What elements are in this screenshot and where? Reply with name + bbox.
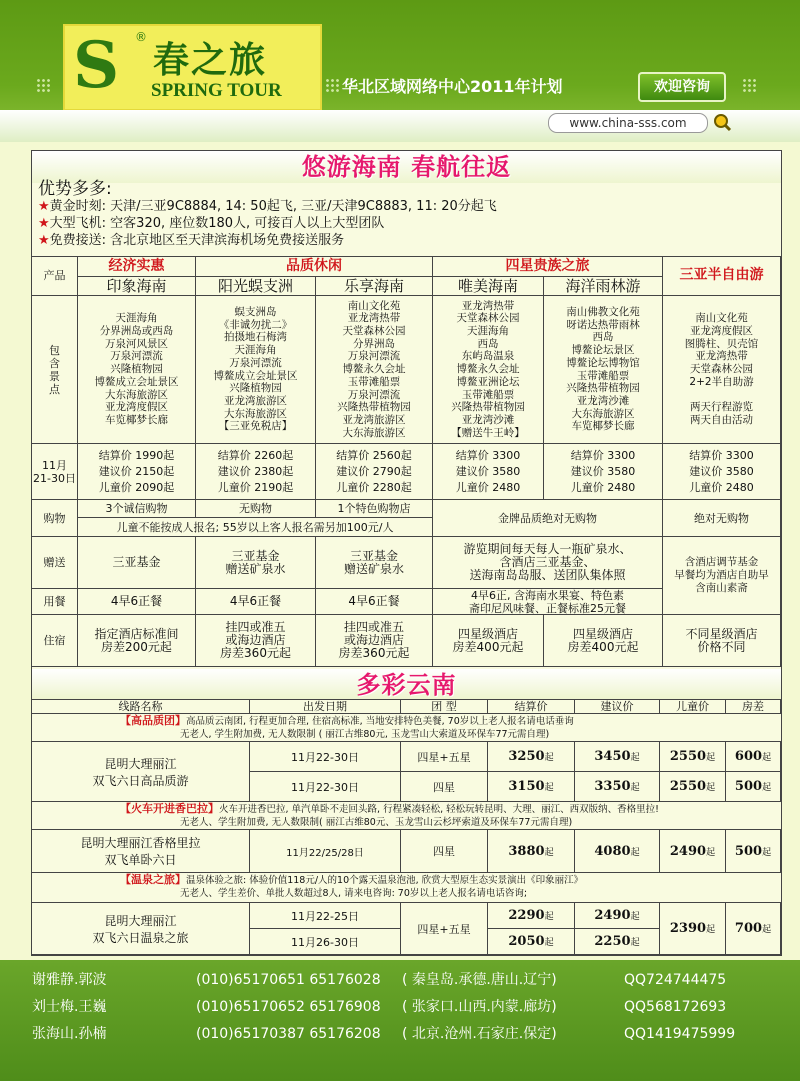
departure-date: 11月26-30日 <box>250 929 401 955</box>
departure-date: 11月22-30日 <box>250 772 401 802</box>
contact-row <box>32 1024 772 1044</box>
scenic-list: 南山文化苑 亚龙湾度假区 图腾柱、贝壳馆 亚龙湾热带 天堂森林公园 2+2半自助游 两天行程游览 两天自由活动 <box>663 296 781 444</box>
hotel-info: 挂四或准五 或海边酒店 房差360元起 <box>316 615 433 667</box>
product-name: 阳光蜈支洲 <box>196 277 316 296</box>
price-block: 结算价 2560起 建议价 2790起 儿童价 2280起 <box>316 444 433 500</box>
route-name: 昆明大理丽江香格里拉 双飞单卧六日 <box>32 830 250 873</box>
contact-region: ( 秦皇岛.承德.唐山.辽宁) <box>402 972 557 988</box>
contact-row <box>32 997 772 1017</box>
group-header: 三亚半自由游 <box>663 256 781 296</box>
logo-s-icon: S <box>73 28 120 103</box>
group-type: 四星+五星 <box>401 742 488 772</box>
contact-region: ( 北京.沧州.石家庄.保定) <box>402 1026 557 1042</box>
hotel-info: 四星级酒店 房差400元起 <box>544 615 663 667</box>
contact-row <box>32 970 772 990</box>
group-type: 四星 <box>401 830 488 873</box>
suggest-price: 2250起 <box>575 929 660 955</box>
suggest-price: 4080起 <box>575 830 660 873</box>
row-label: 购物 <box>32 500 78 537</box>
settle-price: 2050起 <box>488 929 575 955</box>
meals-info: 4早6正餐 <box>196 589 316 615</box>
child-price: 2390起 <box>660 903 726 955</box>
contact-qq[interactable]: QQ1419475999 <box>624 1026 736 1042</box>
scenic-list: 天涯海角 分界洲岛或西岛 万泉河风景区 万泉河漂流 兴隆植物园 博鳌成立会址景区 大东海旅游区 亚龙湾度假区 车览椰梦长廊 <box>78 296 196 444</box>
departure-date: 11月22-25日 <box>250 903 401 929</box>
price-block: 结算价 3300 建议价 3580 儿童价 2480 <box>433 444 544 500</box>
row-label: 包含景点 <box>32 296 78 444</box>
row-label: 11月 21-30日 <box>32 444 78 500</box>
contact-region: ( 张家口.山西.内蒙.廊坊) <box>402 999 557 1015</box>
star-icon: ★ <box>38 199 50 214</box>
col-header: 房差 <box>726 699 781 714</box>
brand-logo[interactable] <box>63 24 322 111</box>
hotel-info: 指定酒店标准间 房差200元起 <box>78 615 196 667</box>
gift-info: 含酒店调节基金 早餐均为酒店自助早 含南山素斋 <box>663 537 781 615</box>
route-note: 【温泉之旅】温泉体验之旅: 体验价值118元/人的10个露天温泉泡池, 欣赏大型原生态实景演出《印象丽江》 无老人、学生差价、单批人数超过8人, 请来电咨询: 70岁以上老人报名请电话咨询; <box>32 873 781 903</box>
route-name: 昆明大理丽江 双飞六日温泉之旅 <box>32 903 250 955</box>
hainan-title: 悠游海南 春航往返 <box>32 151 781 183</box>
settle-price: 3150起 <box>488 772 575 802</box>
route-note: 【火车开进香巴拉】火车开进香巴拉, 单汽单卧不走回头路, 行程紧凑轻松, 轻松玩转昆明、大理、丽江、西双版纳、香格里拉! 无老人、学生附加费, 无人数限制( 丽江古维80元、玉龙雪山云杉坪索道及环保车77元需自理) <box>32 802 781 830</box>
search-icon[interactable] <box>712 112 732 132</box>
shopping-info: 金牌品质绝对无购物 <box>433 500 663 537</box>
col-header: 结算价 <box>488 699 575 714</box>
route-note: 【高品质团】高品质云南团, 行程更加合理, 住宿高标准, 当地安排特色美餐, 70岁以上老人报名请电话垂询 无老人, 学生附加费, 无人数限制 ( 丽江古维80元, 玉龙雪山大索道及环保车77元需自理) <box>32 714 781 742</box>
scenic-list: 蜈支洲岛 《非诚勿扰二》 拍摄地石梅湾 天涯海角 万泉河漂流 博鳌成立会址景区 兴隆植物园 亚龙湾旅游区 大东海旅游区 【三亚免税店】 <box>196 296 316 444</box>
advantage-item: ★大型飞机: 空客320, 座位数180人, 可接百人以上大型团队 <box>38 216 385 231</box>
child-price: 2490起 <box>660 830 726 873</box>
brand-name-cn: 春之旅 <box>153 39 268 81</box>
suggest-price: 3450起 <box>575 742 660 772</box>
row-label: 用餐 <box>32 589 78 615</box>
gift-info: 三亚基金 赠送矿泉水 <box>196 537 316 589</box>
contact-qq[interactable]: QQ724744475 <box>624 972 727 988</box>
star-icon: ★ <box>38 216 50 231</box>
group-header: 品质休闲 <box>196 256 433 277</box>
route-name: 昆明大理丽江 双飞六日高品质游 <box>32 742 250 802</box>
website-url[interactable]: www.china-sss.com <box>548 113 708 133</box>
product-name: 唯美海南 <box>433 277 544 296</box>
registered-mark: ® <box>135 30 147 44</box>
itinerary-document <box>31 150 782 956</box>
gift-info: 三亚基金 <box>78 537 196 589</box>
room-diff: 500起 <box>726 772 781 802</box>
dots-decoration-icon <box>325 78 341 92</box>
dots-decoration-icon <box>36 78 52 92</box>
col-header: 线路名称 <box>32 699 250 714</box>
group-type: 四星 <box>401 772 488 802</box>
room-diff: 500起 <box>726 830 781 873</box>
group-header: 四星贵族之旅 <box>433 256 663 277</box>
departure-date: 11月22/25/28日 <box>250 830 401 873</box>
shopping-note: 儿童不能按成人报名; 55岁以上客人报名需另加100元/人 <box>78 518 433 537</box>
suggest-price: 3350起 <box>575 772 660 802</box>
header-banner <box>0 0 800 142</box>
contact-footer <box>0 960 800 1081</box>
contact-phones: (010)65170652 65176908 <box>196 999 381 1015</box>
col-header: 建议价 <box>575 699 660 714</box>
suggest-price: 2490起 <box>575 903 660 929</box>
hotel-info: 不同星级酒店 价格不同 <box>663 615 781 667</box>
scenic-list: 南山文化苑 亚龙湾热带 天堂森林公园 分界洲岛 万泉河漂流 博鳌永久会址 玉带滩船票 万泉河漂流 兴隆热带植物园 亚龙湾旅游区 大东海旅游区 <box>316 296 433 444</box>
meals-info: 4早6正餐 <box>316 589 433 615</box>
row-label: 产品 <box>32 256 78 296</box>
settle-price: 3250起 <box>488 742 575 772</box>
col-header: 儿童价 <box>660 699 726 714</box>
meals-info: 4早6正餐 <box>78 589 196 615</box>
settle-price: 2290起 <box>488 903 575 929</box>
advantage-item: ★免费接送: 含北京地区至天津滨海机场免费接送服务 <box>38 233 345 248</box>
product-name: 海洋雨林游 <box>544 277 663 296</box>
contact-names: 谢雅静.郭波 <box>32 972 107 988</box>
price-block: 结算价 3300 建议价 3580 儿童价 2480 <box>663 444 781 500</box>
contact-names: 刘士梅.王巍 <box>32 999 107 1015</box>
hotel-info: 挂四或准五 或海边酒店 房差360元起 <box>196 615 316 667</box>
child-price: 2550起 <box>660 742 726 772</box>
contact-phones: (010)65170651 65176028 <box>196 972 381 988</box>
product-name: 印象海南 <box>78 277 196 296</box>
settle-price: 3880起 <box>488 830 575 873</box>
col-header: 出发日期 <box>250 699 401 714</box>
star-icon: ★ <box>38 233 50 248</box>
shopping-info: 无购物 <box>196 500 316 518</box>
shopping-info: 绝对无购物 <box>663 500 781 537</box>
room-diff: 700起 <box>726 903 781 955</box>
meals-info: 4早6正, 含海南水果宴、特色素 斋印尼风味餐、正餐标准25元餐 <box>433 589 663 615</box>
gift-info: 三亚基金 赠送矿泉水 <box>316 537 433 589</box>
consult-button[interactable]: 欢迎咨询 <box>638 72 726 102</box>
advantage-item: ★黄金时刻: 天津/三亚9C8884, 14: 50起飞, 三亚/天津9C8883, 11: 20分起飞 <box>38 199 497 214</box>
group-header: 经济实惠 <box>78 256 196 277</box>
hotel-info: 四星级酒店 房差400元起 <box>433 615 544 667</box>
price-block: 结算价 1990起 建议价 2150起 儿童价 2090起 <box>78 444 196 500</box>
room-diff: 600起 <box>726 742 781 772</box>
row-label: 住宿 <box>32 615 78 667</box>
shopping-info: 3个诚信购物 <box>78 500 196 518</box>
departure-date: 11月22-30日 <box>250 742 401 772</box>
brand-name-en: SPRING TOUR <box>151 80 282 101</box>
gift-info: 游览期间每天每人一瓶矿泉水、 含酒店三亚基金、 送海南岛岛服、送团队集体照 <box>433 537 663 589</box>
group-type: 四星+五星 <box>401 903 488 955</box>
yunnan-title: 多彩云南 <box>32 669 781 700</box>
child-price: 2550起 <box>660 772 726 802</box>
row-label: 赠送 <box>32 537 78 589</box>
price-block: 结算价 2260起 建议价 2380起 儿童价 2190起 <box>196 444 316 500</box>
price-block: 结算价 3300 建议价 3580 儿童价 2480 <box>544 444 663 500</box>
product-name: 乐享海南 <box>316 277 433 296</box>
dots-decoration-icon <box>742 78 758 92</box>
contact-phones: (010)65170387 65176208 <box>196 1026 381 1042</box>
col-header: 团 型 <box>401 699 488 714</box>
advantages-title: 优势多多: <box>38 179 112 199</box>
shopping-info: 1个特色购物店 <box>316 500 433 518</box>
scenic-list: 南山佛教文化苑 呀诺达热带雨林 西岛 博鳌论坛景区 博鳌论坛博物馆 玉带滩船票 兴隆热带植物园 亚龙湾沙滩 大东海旅游区 车览椰梦长廊 <box>544 296 663 444</box>
contact-qq[interactable]: QQ568172693 <box>624 999 727 1015</box>
advantages-block <box>38 181 497 249</box>
header-title: 华北区域网络中心2011年计划 <box>342 77 563 96</box>
scenic-list: 亚龙湾热带 天堂森林公园 天涯海角 西岛 东屿岛温泉 博鳌永久会址 博鳌亚洲论坛 玉带滩船票 兴隆热带植物园 亚龙湾沙滩 【赠送牛王岭】 <box>433 296 544 444</box>
contact-names: 张海山.孙楠 <box>32 1026 107 1042</box>
